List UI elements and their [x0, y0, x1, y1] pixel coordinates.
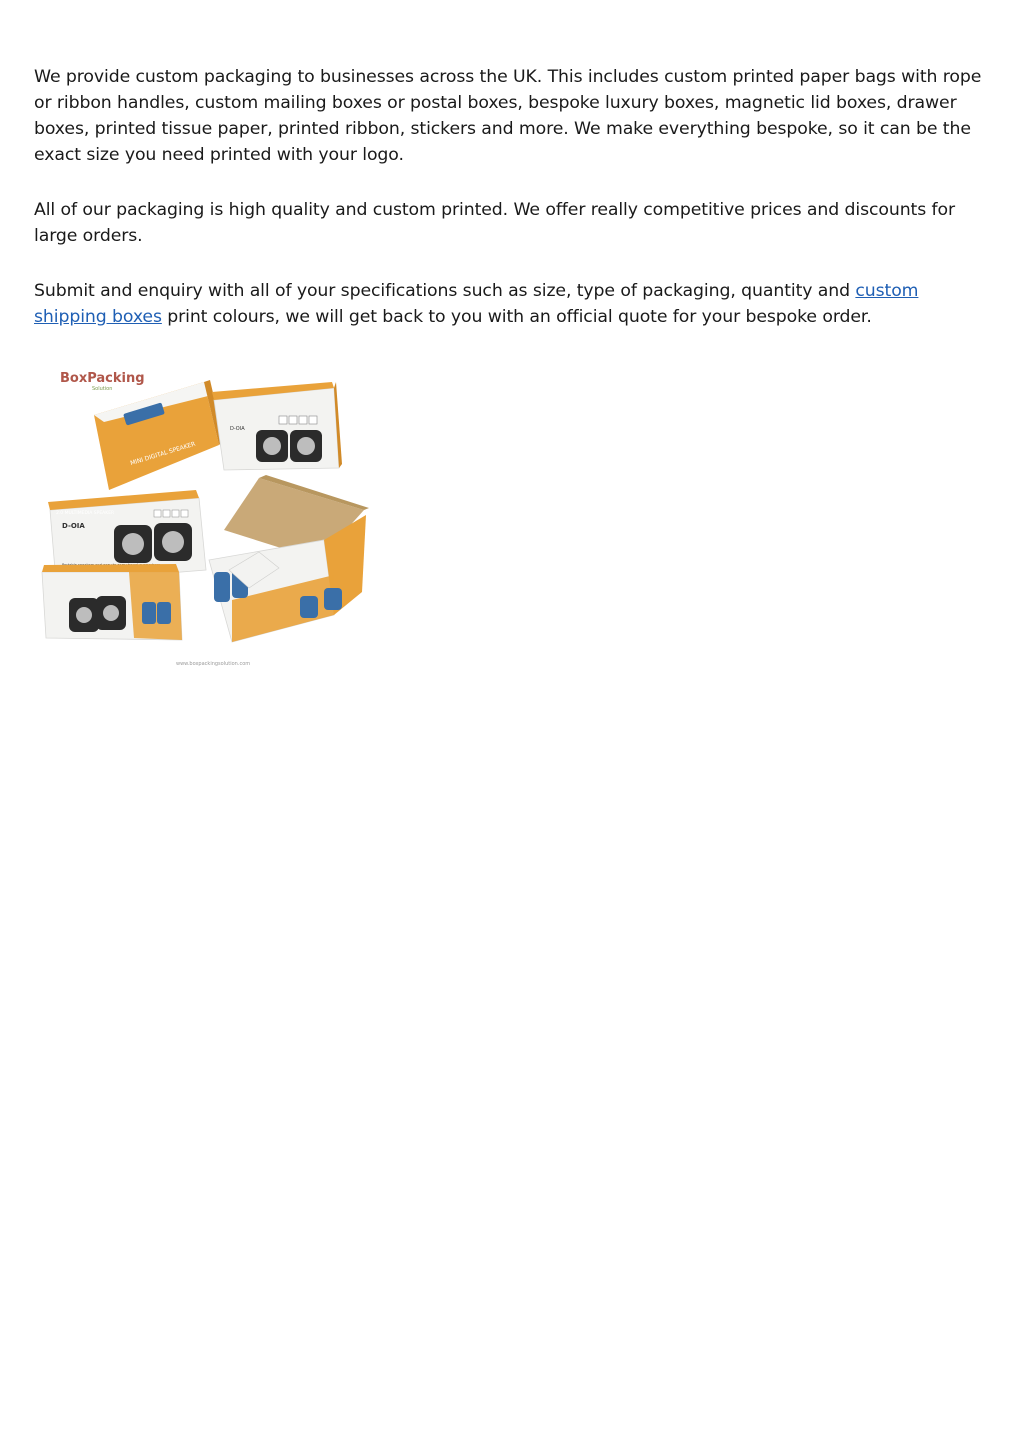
box-top-right [212, 382, 342, 470]
custom-shipping-boxes-link[interactable]: custom shipping boxes [34, 281, 919, 327]
box-top-left [94, 380, 224, 490]
product-photo [34, 360, 374, 675]
boxpacking-logo [60, 371, 145, 392]
box-bottom-left [42, 564, 182, 640]
paragraph-enquiry [34, 278, 990, 330]
paragraph-quality: All of our packaging is high quality and custom printed. We offer really competitive prices and discounts for large orders. [34, 200, 955, 246]
enquiry-text-end: print colours, we will get back to you with an official quote for your bespoke order. [161, 307, 872, 327]
svg-text:MINI DIGITAL SPEAKER: MINI DIGITAL SPEAKER [129, 440, 197, 468]
printed-speaker-boxes-image [34, 360, 374, 675]
box-open-right [209, 475, 369, 642]
svg-text:BoxPacking: BoxPacking [60, 371, 145, 386]
svg-text:D-OIA: D-OIA [62, 522, 85, 530]
svg-text:2.0 MULTIMEDIA SPEAKER: 2.0 MULTIMEDIA SPEAKER [56, 511, 115, 516]
svg-text:Solution: Solution [92, 386, 113, 392]
document-body [34, 64, 990, 359]
paragraph-intro: We provide custom packaging to businesses across the UK. This includes custom printed paper bags with rope or ribbon handles, custom mailing boxes or postal boxes, bespoke luxury boxes, magnetic lid boxes, drawer boxes, printed tissue paper, printed ribbon, stickers and more. We make everything bespoke, so it can be the exact size you need printed with your logo. [34, 67, 982, 165]
enquiry-text-start: Submit and enquiry with all of your specifications such as size, type of packaging, quantity and [34, 281, 856, 301]
svg-text:D-OIA: D-OIA [230, 426, 245, 432]
image-watermark: www.boxpackingsolution.com [176, 661, 251, 667]
